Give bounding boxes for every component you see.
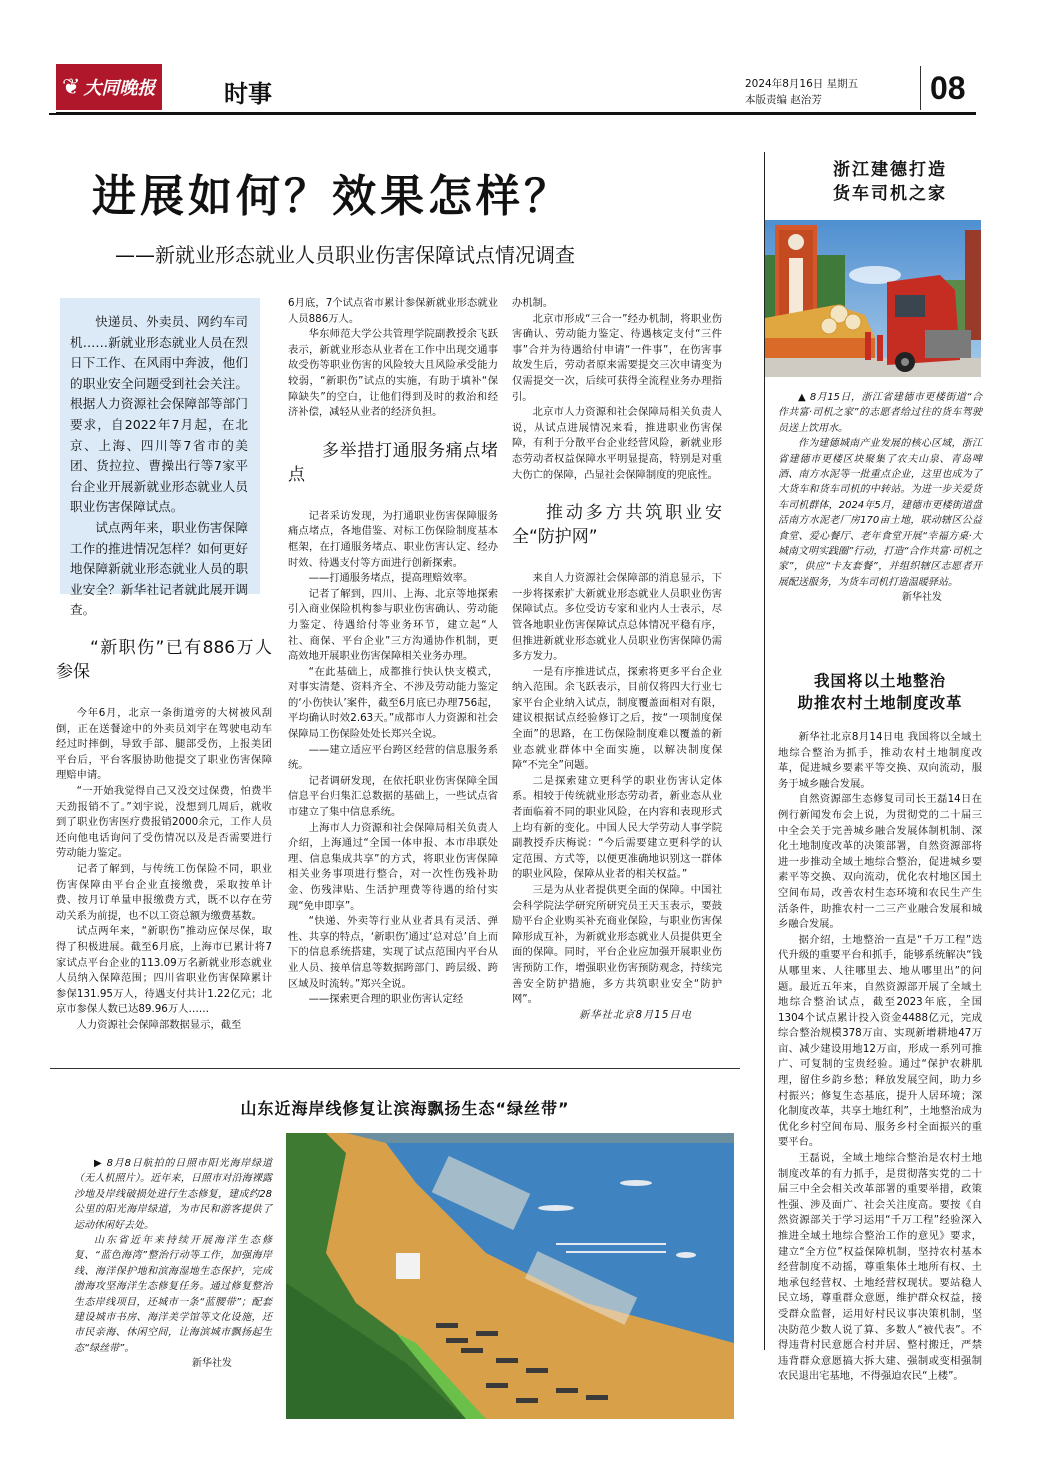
lede-box bbox=[60, 298, 260, 618]
article-paragraph: 作为建德城南产业发展的核心区域，浙江省建德市更楼区块聚集了农夫山泉、青岛啤酒、南方水泥等一批重点企业，这里也成为了大货车和货车司机的中转站。为进一步关爱货车司机群体，2024年5月，建德市更楼街道盘活南方水泥老厂房170亩土地，联动辖区公益食堂、爱心餐厅、老年食堂开展“幸福方桌·大城南文明实践圈”行动，打造“合作共富·司机之家”，供应“卡友套餐”，并组织辖区志愿者开展配送服务，为货车司机打造温暖驿站。 bbox=[778, 438, 982, 588]
section-subhead: “新职伤”已有886万人参保 bbox=[56, 638, 272, 682]
page-number-divider bbox=[920, 66, 921, 110]
article-paragraph: ——建立适应平台跨区经营的信息服务系统。 bbox=[288, 743, 498, 772]
beach-photo-illustration bbox=[286, 1133, 734, 1419]
article-paragraph: 新华社北京8月14日电 我国将以全域土地综合整治为抓手，推动农村土地制度改革，促进城乡要素平等交换、双向流动，服务于城乡融合发展。 bbox=[778, 731, 982, 790]
article-paragraph: 三是为从业者提供更全面的保障。中国社会科学院法学研究所研究员王天玉表示，要鼓励平台企业购买补充商业保险，与职业伤害保障形成互补，为新就业形态就业人员提供更全面的保障。同时，平台企业应加强开展职业伤害预防工作，增强职业伤害预防观念，持续完善安全防护措施，多方共筑职业安全“防护网”。 bbox=[512, 884, 722, 1006]
article-paragraph: 来自人力资源社会保障部的消息显示，下一步将探索扩大新就业形态就业人员职业伤害保障试点。多位受访专家和业内人士表示，尽管各地职业伤害保障试点总体情况平稳有序，但推进新就业形态就业人员职业伤害保障仍需多方发力。 bbox=[512, 572, 722, 663]
article-column-3 bbox=[512, 296, 722, 1023]
sidebar-story-1-body bbox=[778, 390, 982, 606]
article-paragraph: ——探索更合理的职业伤害认定经 bbox=[308, 993, 464, 1006]
lede-paragraph: 试点两年来，职业伤害保障工作的推进情况怎样？如何更好地保障新就业形态就业人员的职业安全？新华社记者就此展开调查。 bbox=[70, 519, 248, 618]
article-paragraph: “快递、外卖等行业从业者具有灵活、弹性、共享的特点，‘新职伤’通过‘总对总’自上而下的信息系统搭建，实现了试点范围内平台从业人员、接单信息等数据跨部门、跨层级、跨区域及时流转。”郑兴全说。 bbox=[288, 915, 498, 990]
photo-source: 新华社发 bbox=[902, 592, 942, 604]
bottom-story-title: 山东近海岸线修复让滨海飘扬生态“绿丝带” bbox=[240, 1099, 570, 1118]
article-paragraph: “一开始我觉得自己又没交过保费，怕费半天劲报销不了。”刘宇说，没想到几周后，就收到了职业伤害医疗费报销2000余元，工作人员还向他电话询问了受伤情况以及是否需要进行劳动能力鉴定。 bbox=[56, 784, 272, 860]
article-paragraph: 一是有序推进试点，探索将更多平台企业纳入范围。余飞跃表示，目前仅将四大行业七家平台企业纳入试点，制度覆盖面相对有限，建议根据试点经验修订之后，按“一项制度保全面”的思路，在工伤保险制度难以覆盖的新业态就业群体中全面实施，以解决制度保障“不完全”问题。 bbox=[512, 665, 722, 772]
article-paragraph: 自然资源部生态修复司司长王磊14日在例行新闻发布会上说，为贯彻党的二十届三中全会关于完善城乡融合发展体制机制、深化土地制度改革的决策部署，自然资源部将进一步推动全域土地综合整治，促进城乡要素平等交换、双向流动，优化农村地区国土空间布局，改善农村生态环境和农民生产生活条件，助推农村一二三产业融合发展和城乡融合发展。 bbox=[778, 793, 982, 931]
masthead-logo bbox=[56, 64, 162, 110]
section-title: 时事 bbox=[224, 79, 272, 108]
bottom-story-rule bbox=[50, 1068, 740, 1069]
photo-caption: ▶ 8月8日航拍的日照市阳光海岸绿道（无人机照片）。近年来，日照市对沿海裸露沙地及岸线破损处进行生态修复，建成约28公里的阳光海岸绿道，为市民和游客提供了运动休闲好去处。 bbox=[74, 1158, 272, 1231]
article-paragraph: ——打通服务堵点，提高理赔效率。 bbox=[308, 572, 474, 585]
article-paragraph: 试点两年来，“新职伤”推动应保尽保，取得了积极进展。截至6月底，上海市已累计将7家试点平台企业的113.09万名新就业形态就业人员纳入保障范围；四川省职业伤害保障累计参保131.95万人，待遇支付共计1.22亿元；北京市参保人数已达89.96万人…… bbox=[56, 925, 272, 1016]
page-number: 08 bbox=[930, 70, 966, 106]
article-paragraph: 记者了解到，与传统工伤保险不同，职业伤害保障由平台企业直接缴费，采取按单计费、按月订单量申报缴费方式，既不以存在劳动关系为前提，也不以工资总额为缴费基数。 bbox=[56, 862, 272, 922]
sidebar-title-line: 浙江建德打造 bbox=[833, 160, 947, 180]
truck-photo-illustration bbox=[765, 220, 981, 377]
article-paragraph: “在此基础上，成都推行快认快支模式，对事实清楚、资料齐全、不涉及劳动能力鉴定的‘小伤快认’案件，截至6月底已办理756起，平均确认时效2.63天。”成都市人力资源和社会保障局工伤保险处处长郑兴全说。 bbox=[288, 665, 498, 741]
sidebar-story-2-title bbox=[778, 670, 982, 714]
article-paragraph: 二是探索建立更科学的职业伤害认定体系。相较于传统就业形态劳动者，新业态从业者面临着不同的职业风险，在内容和表现形式上均有新的变化。中国人民大学劳动人事学院副教授乔庆梅说：“今后需要建立更科学的认定范围、方式等，以便更准确地识别这一群体的职业风险，保障从业者的相关权益。” bbox=[512, 774, 722, 881]
article-column-2 bbox=[288, 296, 498, 1008]
article-paragraph: 山东省近年来持续开展海洋生态修复、“蓝色海湾”整治行动等工作，加强海岸线、海洋保护地和滨海湿地生态保护，完成渤海攻坚海洋生态修复任务。通过修复整治生态岸线项目，还城市一条“蓝腰带”；配套建设城市书房、海洋美学馆等文化设施，还市民亲海、休闲空间，让海滨城市飘扬起生态“绿丝带”。 bbox=[74, 1235, 272, 1354]
article-paragraph: 记者采访发现，为打通职业伤害保障服务痛点堵点，各地借鉴、对标工伤保险制度基本框架，在打通服务堵点、职业伤害认定、经办时效、待遇支付等方面进行创新探索。 bbox=[288, 509, 498, 569]
article-paragraph: 今年6月，北京一条街道旁的大树被风刮倒，正在送餐途中的外卖员刘宇在驾驶电动车经过时摔倒，导致手部、腿部受伤，上报美团平台后，平台客服协助他提交了职业伤害保障理赔申请。 bbox=[56, 707, 272, 782]
article-paragraph: 北京市人力资源和社会保障局相关负责人说，从试点进展情况来看，推进职业伤害保障，有利于分散平台企业经营风险，新就业形态劳动者权益保障水平明显提高，特别是对重大伤亡的保障，凸显社会保障制度的兜底性。 bbox=[512, 406, 722, 481]
truck-stop-photo bbox=[765, 220, 981, 377]
sidebar-title-line: 货车司机之家 bbox=[833, 184, 947, 204]
main-headline: 进展如何？效果怎样？ bbox=[92, 171, 572, 222]
article-paragraph: 记者调研发现，在依托职业伤害保障全国信息平台归集汇总数据的基础上，一些试点省市建立了集中信息系统。 bbox=[288, 774, 498, 819]
article-paragraph: 据介绍，土地整治一直是“千万工程”迭代升级的重要平台和抓手，能够系统解决“钱从哪里来、人往哪里去、地从哪里出”的问题。最近五年来，自然资源部开展了全域土地综合整治试点，截至2023年底，全国1304个试点累计投入资金4488亿元，完成综合整治规模378万亩、实现新增耕地47万亩、减少建设用地12万亩，形成一系列可推广、可复制的宝贵经验。通过“保护农耕肌理，留住乡韵乡愁；释放发展空间，助力乡村振兴；修复生态基底，提升人居环境；深化制度改革，共享土地红利”，土地整治成为优化乡村空间布局、服务乡村全面振兴的重要平台。 bbox=[778, 933, 982, 1149]
sidebar-title-line: 我国将以土地整治 bbox=[813, 672, 946, 690]
beach-aerial-photo bbox=[286, 1133, 734, 1419]
header-rule bbox=[56, 112, 976, 115]
article-paragraph: 6月底，7个试点省市累计参保新就业形态就业人员886万人。 bbox=[288, 297, 498, 325]
lede-paragraph: 快递员、外卖员、网约车司机……新就业形态就业人员在烈日下工作、在风雨中奔波，他们的职业安全问题受到社会关注。根据人力资源社会保障部等部门要求，自2022年7月起，在北京、上海、四川等7省市的美团、货拉拉、曹操出行等7家平台企业开展新就业形态就业人员职业伤害保障试点。 bbox=[70, 314, 248, 515]
photo-caption: ▲ 8月15日，浙江省建德市更楼街道“合作共富·司机之家”的志愿者给过往的货车驾驶员送上饮用水。 bbox=[778, 392, 982, 434]
section-subhead: 多举措打通服务痛点堵点 bbox=[288, 440, 498, 485]
article-column-1 bbox=[56, 636, 272, 1033]
article-paragraph: 王磊说，全域土地综合整治是农村土地制度改革的有力抓手，是贯彻落实党的二十届三中全会相关改革部署的重要举措，政策性强、涉及面广、社会关注度高。要按《自然资源部关于学习运用“千万工程”经验深入推进全域土地综合整治工作的意见》要求，建立“全方位”权益保障机制，坚持农村基本经营制度不动摇，尊重集体土地所有权、土地承包经营权、土地经营权现状。要站稳人民立场，尊重群众意愿，维护群众权益，接受群众监督，运用好村民议事决策机制，坚决防范少数人说了算、多数人“被代表”。不得违背村民意愿合村并居、整村搬迁，严禁违背群众意愿搞大拆大建、强制或变相强制农民退出宅基地，不得强迫农民“上楼”。 bbox=[778, 1152, 982, 1383]
issue-date: 2024年8月16日 星期五 bbox=[745, 78, 859, 90]
article-byline: 新华社北京8月15日电 bbox=[578, 1008, 692, 1021]
article-paragraph: 北京市形成“三合一”经办机制，将职业伤害确认、劳动能力鉴定、待遇核定支付“三件事”合并为待遇给付申请“一件事”，在伤害事故发生后，劳动者原来需要提交三次申请变为仅需提交一次，后续可获得全流程业务办理指引。 bbox=[512, 312, 722, 403]
masthead-name: 大同晚报 bbox=[83, 78, 156, 99]
photo-source: 新华社发 bbox=[192, 1358, 232, 1370]
main-subheadline: ——新就业形态就业人员职业伤害保障试点情况调查 bbox=[115, 243, 575, 267]
article-paragraph: 记者了解到，四川、上海、北京等地探索引入商业保险机构参与职业伤害确认、劳动能力鉴定、待遇给付等业务环节，建立起“人社、商保、平台企业”三方沟通协作机制，更高效地开展职业伤害保障相关业务办理。 bbox=[288, 587, 498, 663]
article-paragraph: 华东师范大学公共管理学院副教授余飞跃表示，新就业形态从业者在工作中出现交通事故受伤等职业伤害的风险较大且风险承受能力较弱，“新职伤”试点的实施，有助于填补“保障缺失”的空白，让他们得到及时的救治和经济补偿，减轻从业者的经济负担。 bbox=[288, 328, 498, 419]
article-paragraph: 办机制。 bbox=[512, 297, 554, 309]
sidebar-story-1-title bbox=[800, 158, 980, 206]
sidebar-title-line: 助推农村土地制度改革 bbox=[797, 694, 963, 712]
article-paragraph: 人力资源社会保障部数据显示，截至 bbox=[76, 1018, 242, 1031]
bottom-story-body bbox=[74, 1156, 272, 1372]
page-editor: 本版责编 赵治芳 bbox=[745, 94, 822, 106]
sidebar-story-2-body bbox=[778, 730, 982, 1385]
section-subhead: 推动多方共筑职业安全“防护网” bbox=[512, 503, 722, 548]
flame-logo-icon: ❦ bbox=[62, 74, 81, 100]
dateline bbox=[745, 76, 858, 108]
article-paragraph: 上海市人力资源和社会保障局相关负责人介绍，上海通过“全国一体申报、本市串联处理、信息集成共享”的方式，将职业伤害保障相关业务事项进行整合，对一次性伤残补助金、伤残津贴、生活护理费等待遇的给付实现“免申即享”。 bbox=[288, 821, 498, 912]
